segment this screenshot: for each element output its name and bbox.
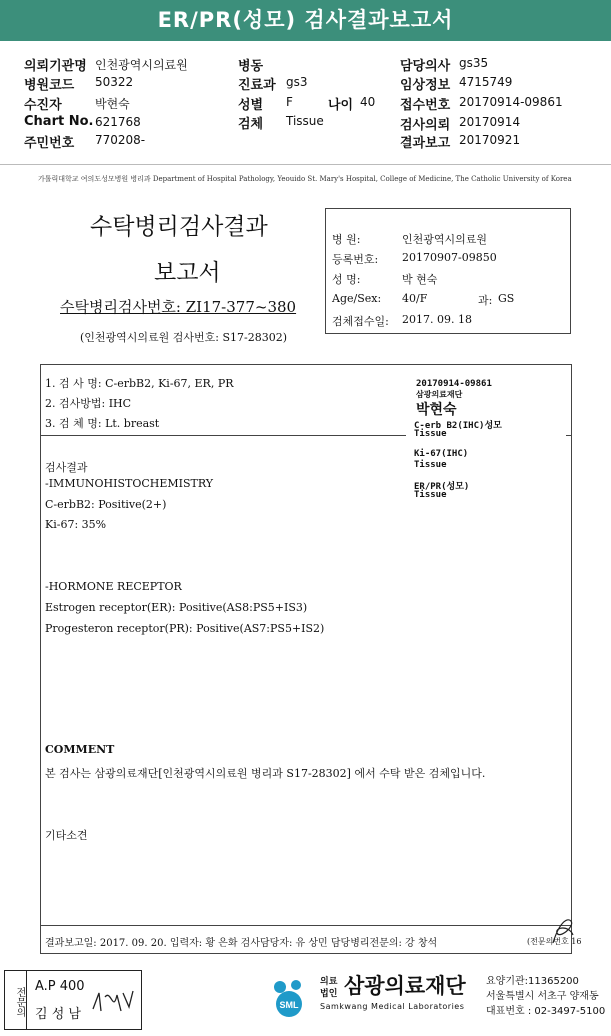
label-sex: 성별 — [238, 98, 264, 113]
report-title: ER/PR(성모) 검사결과보고서 — [0, 0, 611, 41]
scan-title-line1: 수탁병리검사결과 — [90, 214, 268, 240]
pathology-slip-number: 수탁병리검사번호: ZI17-377~380 — [60, 298, 297, 316]
patient-box — [325, 208, 571, 334]
pbox-name-label: 성 명: — [332, 273, 361, 286]
contact-address: 서울특별시 서초구 양재동 — [486, 991, 599, 1002]
value-department: gs3 — [286, 75, 308, 89]
label-specimen: 검체 — [238, 117, 264, 132]
label-clinical-info: 임상정보 — [400, 78, 451, 93]
value-chart-no: 621768 — [95, 115, 141, 129]
result-cerbb2: C-erbB2: Positive(2+) — [45, 498, 167, 511]
result-heading: 검사결과 — [45, 461, 88, 474]
specimen-sticker — [406, 377, 566, 500]
label-chart-no: Chart No. — [24, 114, 94, 129]
org-name: 삼광의료재단 — [344, 974, 466, 998]
patient-info-table — [0, 41, 611, 165]
comment-text: 본 검사는 삼광의료재단[인천광역시의료원 병리과 S17-28302] 에서 수탁 받은 검체입니다. — [45, 767, 486, 780]
sticker-tissue3: Tissue — [414, 490, 447, 500]
stamp-vertical-label: 전문의 — [5, 971, 27, 1029]
scan-title-line2: 보고서 — [154, 260, 221, 286]
institution-header: 가톨릭대학교 여의도성모병원 병리과 Department of Hospital Pathology, Yeouido St. Mary's Hospital, College of Medicine, The Catholic University of Korea — [38, 175, 572, 183]
org-english-name: Samkwang Medical Laboratories — [320, 1002, 465, 1011]
sticker-org: 삼광의료재단 — [416, 390, 463, 399]
result-pr: Progesteron receptor(PR): Positive(AS7:PS5+IS2) — [45, 622, 325, 635]
pbox-name: 박 현숙 — [402, 273, 438, 286]
label-patient: 수진자 — [24, 98, 62, 113]
value-sex: F — [286, 95, 293, 109]
pbox-agesex: 40/F — [402, 292, 428, 305]
pbox-dept-label: 과: — [478, 294, 493, 307]
pbox-agesex-label: Age/Sex: — [332, 292, 382, 305]
label-ward: 병동 — [238, 59, 264, 74]
label-report-date: 결과보고 — [400, 136, 451, 151]
pathologist-signature — [549, 913, 577, 947]
exam-method: 2. 검사방법: IHC — [45, 397, 132, 410]
label-doctor: 담당의사 — [400, 59, 451, 74]
pbox-dept: GS — [498, 292, 515, 305]
label-hospital-code: 병원코드 — [24, 78, 75, 93]
contact-code: 요양기관:11365200 — [486, 976, 579, 987]
reference-number: (인천광역시의료원 검사번호: S17-28302) — [80, 331, 288, 344]
label-accession-no: 접수번호 — [400, 98, 451, 113]
specialist-signature — [91, 987, 135, 1019]
label-department: 진료과 — [238, 78, 276, 93]
logo-text: SML — [279, 1000, 299, 1010]
contact-info — [486, 974, 605, 1019]
other-findings-heading: 기타소견 — [45, 829, 88, 842]
report-footer: 결과보고일: 2017. 09. 20. 입력자: 황 은화 검사담당자: 유 상민 담당병리전문의: 강 창석 — [45, 938, 438, 949]
pbox-received: 2017. 09. 18 — [402, 313, 472, 326]
exam-name: 1. 검 사 명: C-erbB2, Ki-67, ER, PR — [45, 377, 234, 390]
result-ki67: Ki-67: 35% — [45, 518, 107, 531]
sticker-name: 박현숙 — [416, 402, 457, 418]
sticker-test1: C-erb B2(IHC)성모 — [414, 421, 502, 431]
value-resident-no: 770208- — [95, 133, 146, 147]
stamp-name: 김 성 남 — [35, 1007, 81, 1022]
comment-heading: COMMENT — [45, 743, 115, 756]
value-institution: 인천광역시의료원 — [95, 58, 188, 72]
scanned-pathology-report — [22, 168, 590, 960]
sticker-test3: ER/PR(성모) — [414, 482, 470, 492]
pbox-received-label: 검체접수일: — [332, 315, 389, 328]
report-footer-license: (전문의번호 16 — [527, 937, 582, 946]
sticker-id: 20170914-09861 — [416, 379, 492, 389]
hormone-heading: -HORMONE RECEPTOR — [45, 580, 182, 593]
contact-phone: 대표번호 : 02-3497-5100 — [486, 1006, 606, 1017]
value-request-date: 20170914 — [459, 115, 521, 129]
pbox-hospital-label: 병 원: — [332, 233, 361, 246]
value-accession-no: 20170914-09861 — [459, 95, 563, 109]
pbox-reg: 20170907-09850 — [402, 251, 497, 264]
label-age: 나이 — [328, 98, 354, 113]
ihc-heading: -IMMUNOHISTOCHEMISTRY — [45, 477, 214, 490]
pbox-reg-label: 등록번호: — [332, 253, 379, 266]
footer-divider — [41, 925, 571, 926]
sticker-test2: Ki-67(IHC) — [414, 449, 469, 459]
exam-specimen: 3. 검 체 명: Lt. breast — [45, 417, 160, 430]
sml-logo-icon — [268, 978, 310, 1020]
label-resident-no: 주민번호 — [24, 136, 75, 151]
specialist-stamp — [4, 970, 142, 1030]
result-er: Estrogen receptor(ER): Positive(AS8:PS5+IS3) — [45, 601, 308, 614]
value-clinical-info: 4715749 — [459, 75, 513, 89]
org-prefix-2: 법인 — [320, 989, 338, 999]
value-report-date: 20170921 — [459, 133, 521, 147]
value-hospital-code: 50322 — [95, 75, 134, 89]
value-patient: 박현숙 — [95, 97, 130, 111]
label-institution: 의뢰기관명 — [24, 59, 87, 74]
stamp-license: A.P 400 — [35, 979, 85, 994]
sticker-tissue1: Tissue — [414, 429, 447, 439]
value-age: 40 — [360, 95, 376, 109]
sticker-tissue2: Tissue — [414, 460, 447, 470]
pbox-hospital: 인천광역시의료원 — [402, 233, 488, 246]
value-doctor: gs35 — [459, 56, 489, 70]
org-prefix-1: 의료 — [320, 977, 338, 987]
page-footer — [0, 964, 611, 1036]
value-specimen: Tissue — [286, 114, 324, 128]
label-request-date: 검사의뢰 — [400, 118, 451, 133]
divider — [0, 164, 611, 165]
